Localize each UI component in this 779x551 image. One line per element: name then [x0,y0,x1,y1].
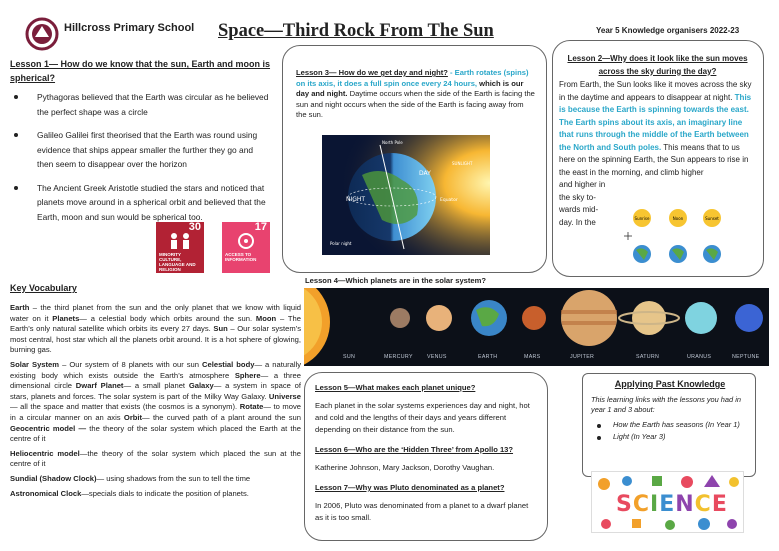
night-label: NIGHT [346,196,366,203]
vocab-paragraph [10,489,301,500]
lesson6-heading: Lesson 6—Who are the ‘Hidden Three’ from Apollo 13? [315,445,514,454]
vocab-heading: Key Vocabulary [10,283,77,293]
vocab-paragraph [10,449,301,470]
vocab-definition: – Our system of 8 planets with our sun [59,359,203,369]
lesson2-tail [559,179,629,229]
year-label: Year 5 Knowledge organisers 2022-23 [596,26,740,35]
page-title: Space—Third Rock From The Sun [218,21,494,41]
sunset-label: Sunset [705,216,719,221]
vocab-paragraph [10,303,301,356]
vocab-definition: —specials dials to indicate the position of planets. [81,488,249,498]
vocab-term: Solar System [10,359,60,369]
list-item: Light (In Year 3) [591,432,749,443]
sdg-number: 17 [254,221,267,233]
lesson3-bold: which is our day and night. [296,78,524,99]
vocab-definition: —the theory of the solar system which placed the sun at the centre of it [10,448,301,469]
equator-label: Equator [440,198,458,203]
vocab-paragraph [10,360,301,445]
vocab-definition: — all the space and matter that exists (the cosmos is a synonym). [10,402,240,412]
vocab-term: Sundial (Shadow Clock) [10,473,97,483]
vocab-definition: – The Earth’s only natural satellite which orbits its every 27 days. [10,313,301,334]
planet-label: SUN [343,354,356,360]
planet-label: MERCURY [384,354,413,360]
lesson2-body2: This means that to us here on the spinning Earth, the Sun appears to rise in the east in the morning, and climb higher [559,142,749,177]
planet-label: VENUS [427,354,447,360]
science-letter: N [675,492,695,517]
vocab-definition: — the curved path of a plant around the sun [142,412,301,422]
science-letter: E [659,492,676,517]
vocab-term: Geocentric model — [10,423,87,433]
past-knowledge-box [582,373,756,477]
lesson2-body1: From Earth, the Sun looks like it moves across the sky in the daytime and appears to disappear at night. [559,80,752,102]
science-letter: C [632,492,651,517]
school-logo [22,17,62,51]
vocab-term: Celestial body [202,359,255,369]
planets-strip [304,288,769,366]
vocab-definition: the theory of the solar system which placed the Earth at the centre of it [10,423,301,444]
past-knowledge-intro: This learning links with the lessons you had in year 1 and 3 about: [591,394,741,414]
sun-path-diagram [620,206,732,268]
noon-label: Noon [672,216,684,221]
science-letter: C [694,492,712,517]
vocab-term: Orbit [123,412,143,422]
vocab-definition: — a small planet [123,381,189,391]
vocab-term: Rotate [239,402,264,412]
school-name: Hillcross Primary School [64,22,195,34]
satellite-icon [233,232,259,250]
planet-label: SATURN [636,354,660,360]
sunlight-label: SUNLIGHT [452,161,473,166]
vocab-definition: — a celestial body which orbits around the sun. [79,313,256,323]
tail-line: and higher in [559,180,606,189]
science-graphic [591,471,744,533]
vocab-term: Astronomical Clock [10,488,82,498]
sdg-number: 30 [188,221,201,233]
sunrise-label: Sunrise [634,216,650,221]
tail-line: wards mid- [559,205,599,214]
vocab-term: Dwarf Planet [75,381,124,391]
day-night-diagram [322,135,490,255]
lessons-5-7-box [304,372,548,541]
lesson6-body: Katherine Johnson, Mary Jackson, Dorothy Vaughan. [315,463,495,472]
vocab-term: Universe [268,391,301,401]
vocab-term: Sun [213,324,228,334]
science-letter: S [616,492,633,517]
vocab-definition: — a naturally existing body which exists outside the Earth’s atmosphere [10,359,302,380]
vocab-definition: — to move in a circular manner on an axis [10,402,302,422]
vocab-term: Heliocentric model [10,448,80,458]
lesson7-heading: Lesson 7—Why was Pluto denominated as a planet? [315,483,505,492]
lesson2-highlight: This is because the Earth is spinning towards the east. The Earth spins about its axis, an imaginary line that runs through the middle of the Earth between the North and South poles. [559,92,752,152]
science-word-text [616,492,728,517]
lesson3-body: Daytime occurs when the side of the Earth is facing the sun and night occurs when the side of the Earth is facing away from the sun. [296,89,535,120]
tail-line: the sky to- [559,192,596,202]
planet-label: NEPTUNE [732,354,760,360]
vocab-term: Galaxy [188,381,214,391]
sdg-badge-30 [156,222,204,273]
lesson7-body: In 2006, Pluto was denominated from a planet to a dwarf planet as it is too small. [315,501,529,522]
science-word [616,492,728,517]
past-knowledge-list [591,420,749,443]
past-knowledge-heading: Applying Past Knowledge [614,379,726,389]
sdg-badge-17 [222,222,270,273]
vocab-paragraph [10,474,301,485]
lesson3-heading: Lesson 3— How do we get day and night? [296,68,448,77]
planet-label: JUPITER [570,354,595,360]
list-item: Galileo Galilei first theorised that the Earth was round using evidence that ships appear smaller the further they go and then seem to disappear over the horizon [10,128,270,172]
lesson1-list [10,90,270,233]
vocab-definition: – the third planet from the sun and the only planet that we know with liquid water on it [10,303,301,323]
vocab-term: Planets [52,313,80,323]
vocab-term: Moon [255,313,277,323]
lesson5-body: Each planet in the solar systems experiences day and night, hot and cold and the lengths of their days and years different depending on their distance from the sun. [315,401,530,434]
planet-label: URANUS [687,354,712,360]
sdg-label: MINORITY CULTURE, LANGUAGE AND RELIGION [159,252,196,272]
science-letter: I [650,492,660,517]
sdg-label: ACCESS TO INFORMATION [225,252,257,262]
vocab-term: Earth [10,303,30,312]
vocab-definition: — a three dimensional circle [10,370,301,391]
list-item: The Ancient Greek Aristotle studied the stars and noticed that planets move around in a spherical orbit and believed that the Earth, moon and sun would be spherical too. [10,181,270,225]
polar-night-label: Polar night [330,241,352,246]
planet-label: EARTH [478,354,498,360]
people-icon [167,232,193,250]
planet-label: MARS [524,354,541,360]
list-item: Pythagoras believed that the Earth was circular as he believed the perfect shape was a circle [10,90,270,119]
lesson3-highlight: - Earth rotates (spins) on its axis, it does a full spin once every 24 hours, [296,68,529,88]
vocab-definition: – Our solar system’s most central, host star which all the planets orbit around. It is a hot sphere of glowing, burning gas. [10,324,301,355]
day-label: DAY [419,170,431,177]
list-item: How the Earth has seasons (In Year 1) [591,420,749,431]
vocab-definition: — a system in space of stars, planets and forces. The solar system is part of the Milky Way Galaxy. [10,381,301,401]
vocab-body [10,303,301,503]
lesson4-heading: Lesson 4—Which planets are in the solar system? [305,276,487,285]
vocab-term: Sphere [234,370,261,380]
lesson1-heading: Lesson 1— How do we know that the sun, Earth and moon is spherical? [10,59,271,83]
lesson5-heading: Lesson 5—What makes each planet unique? [315,383,476,392]
tail-line: day. In the [559,217,596,227]
north-label: North Pole [382,140,403,145]
science-letter: E [711,492,728,517]
lesson2-heading: Lesson 2—Why does it look like the sun moves across the sky during the day? [567,54,748,76]
vocab-definition: — using shadows from the sun to tell the time [96,473,251,483]
